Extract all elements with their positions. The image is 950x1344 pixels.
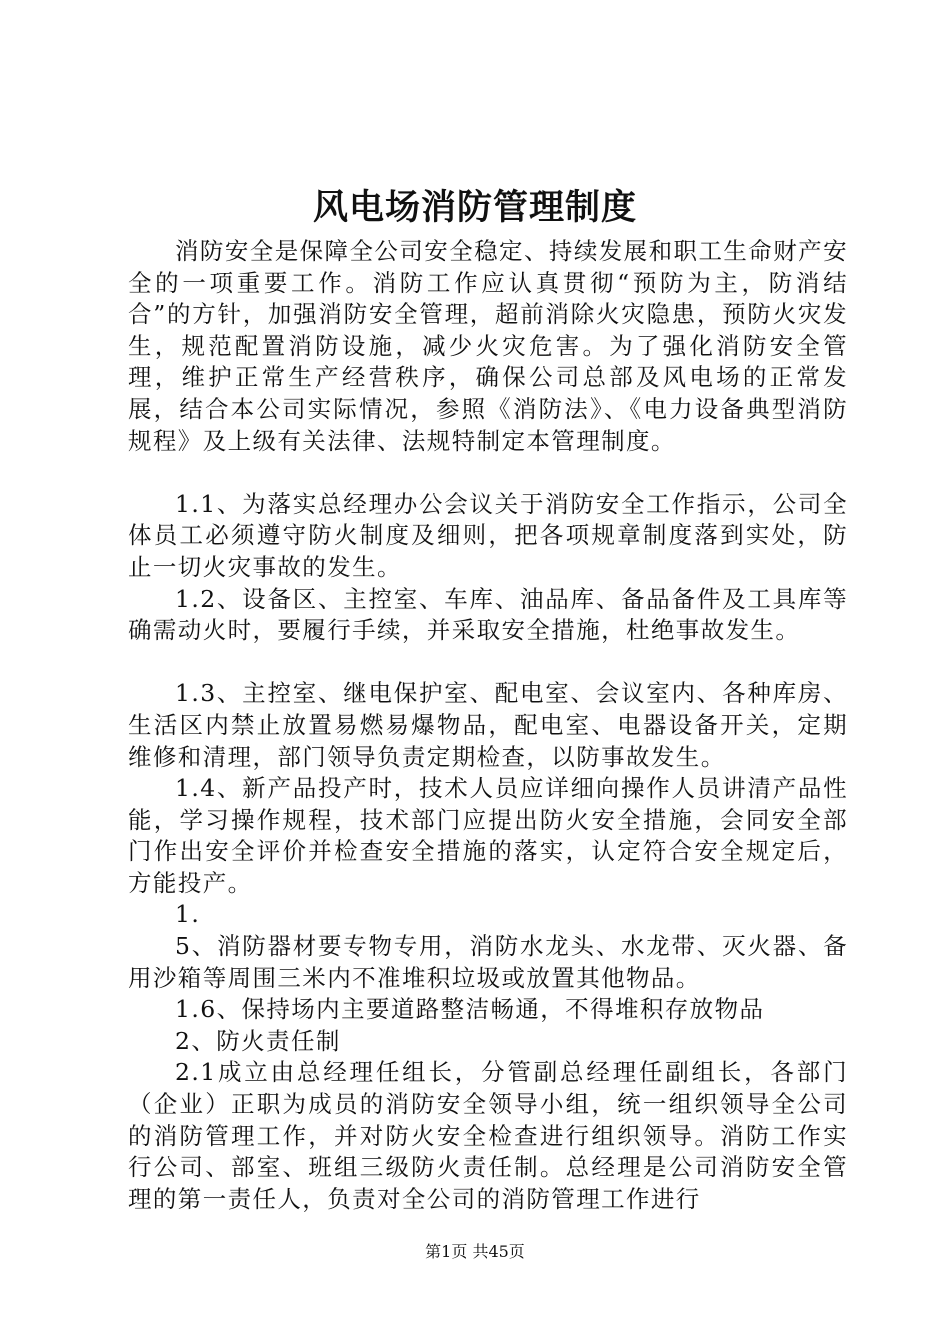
paragraph-1-fragment: 1. [175,900,201,929]
paragraph-1-6: 1.6、保持场内主要道路整洁畅通，不得堆积存放物品 [175,995,765,1024]
paragraph-1-2: 1.2、设备区、主控室、车库、油品库、备品备件及工具库等确需动火时，要履行手续，并采取安全措施，杜绝事故发生。 [128,584,848,645]
document-title: 风电场消防管理制度 [312,187,637,228]
section-heading-2: 2、防火责任制 [175,1026,341,1055]
paragraph-1-1: 1.1、为落实总经理办公会议关于消防安全工作指示，公司全体员工必须遵守防火制度及细则，把各项规章制度落到实处，防止一切火灾事故的发生。 [128,489,848,581]
document-body [128,236,848,1215]
paragraph-1-5: 5、消防器材要专物专用，消防水龙头、水龙带、灭火器、备用沙箱等周围三米内不准堆积垃圾或放置其他物品。 [128,932,848,992]
paragraph-intro: 消防安全是保障全公司安全稳定、持续发展和职工生命财产安全的一项重要工作。消防工作应认真贯彻“预防为主，防消结合”的方针，加强消防安全管理，超前消除火灾隐患，预防火灾发生，规范配置消防设施，减少火灾危害。为了强化消防安全管理，维护正常生产经营秩序，确保公司总部及风电场的正常发展，结合本公司实际情况，参照《消防法》、《电力设备典型消防规程》及上级有关法律、法规特制定本管理制度。 [128,237,848,455]
paragraph-2-1: 2.1成立由总经理任组长，分管副总经理任副组长，各部门（企业）正职为成员的消防安全领导小组，统一组织领导全公司的消防管理工作，并对防火安全检查进行组织领导。消防工作实行公司、部室、班组三级防火责任制。总经理是公司消防安全管理的第一责任人，负责对全公司的消防管理工作进行 [128,1058,848,1213]
paragraph-1-4: 1.4、新产品投产时，技术人员应详细向操作人员讲清产品性能，学习操作规程，技术部门应提出防火安全措施，会同安全部门作出安全评价并检查安全措施的落实，认定符合安全规定后，方能投产。 [128,774,848,897]
page-footer: 第1页 共45页 [425,1242,525,1261]
paragraph-1-3: 1.3、主控室、继电保护室、配电室、会议室内、各种库房、生活区内禁止放置易燃易爆物品，配电室、电器设备开关，定期维修和清理，部门领导负责定期检查，以防事故发生。 [128,679,848,771]
